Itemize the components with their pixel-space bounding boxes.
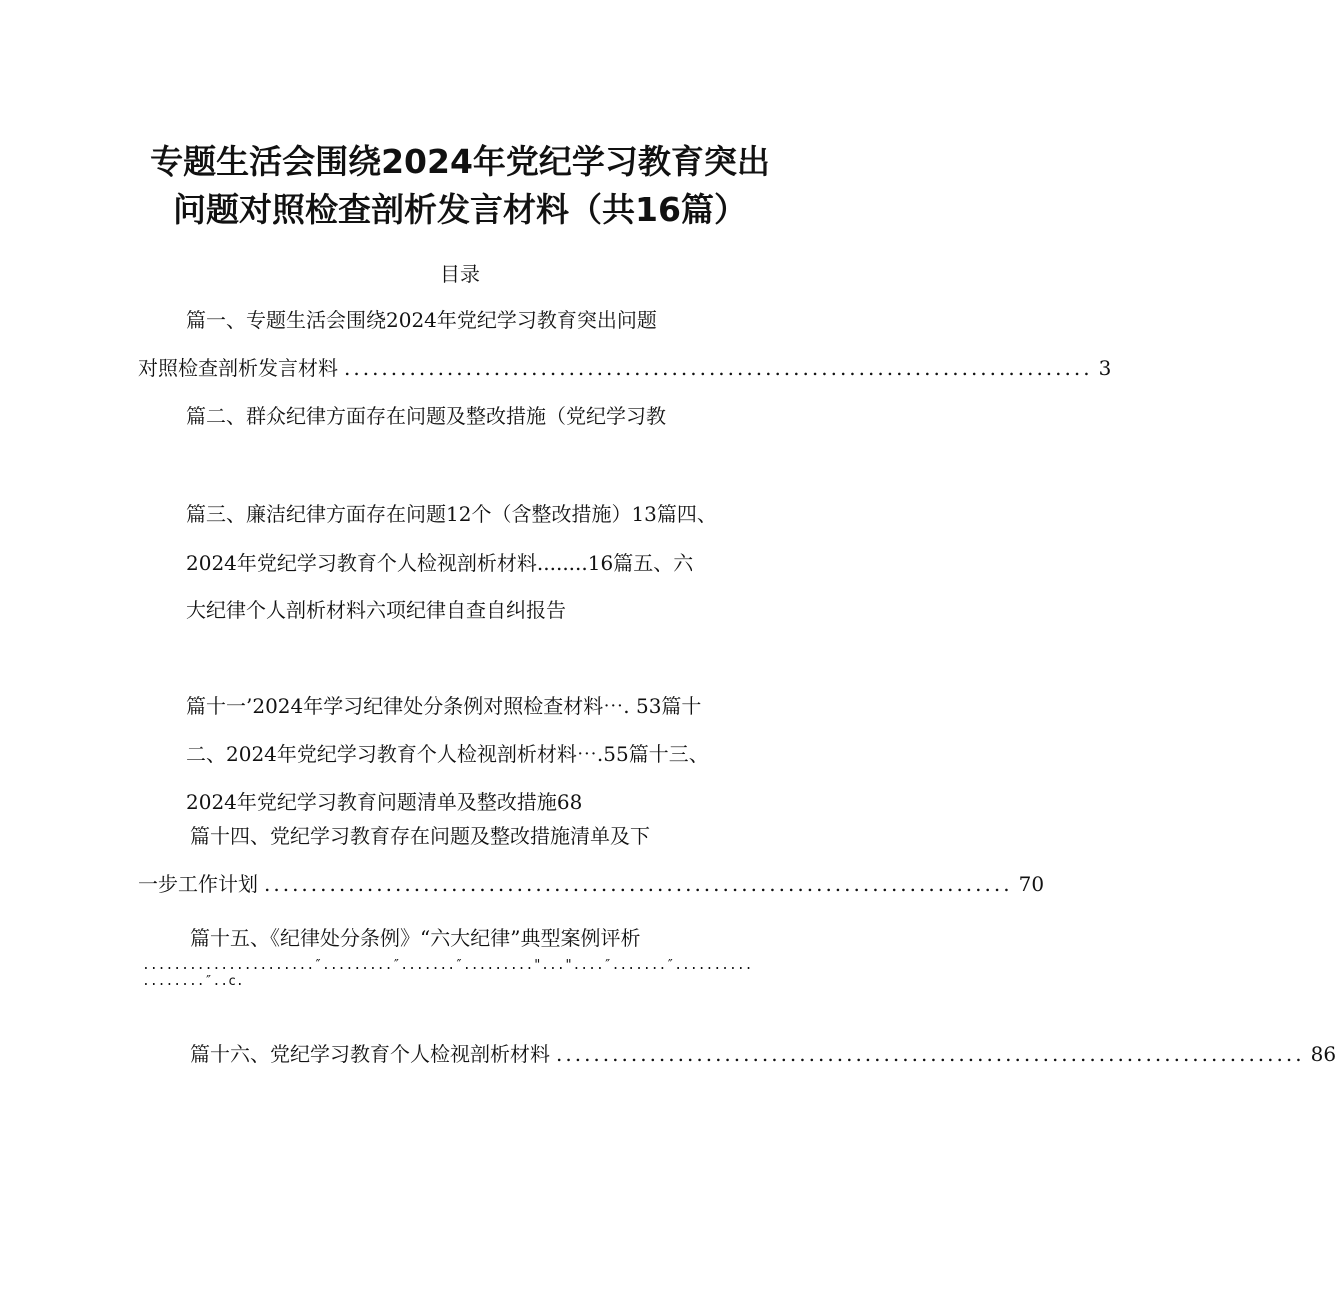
toc-entry-16-page: 86 [1310, 1042, 1336, 1066]
toc-entry-1-page: 3 [1098, 356, 1112, 380]
toc-entry-16-text: 篇十六、党纪学习教育个人检视剖析材料 [190, 1042, 550, 1066]
toc-entry-15-dots-line-2: ........″..c. [142, 974, 244, 989]
toc-entry-14-leader[interactable] [138, 870, 1045, 898]
toc-entry-14-page: 70 [1018, 872, 1045, 896]
toc-entry-11-line-1: 篇十一’2024年学习纪律处分条例对照检查材料⋯. 53篇十 [186, 694, 702, 718]
toc-entry-3-line-3: 大纪律个人剖析材料六项纪律自查自纠报告 [186, 598, 566, 622]
toc-entry-11-line-3: 2024年党纪学习教育问题清单及整改措施68 [186, 790, 583, 814]
leader-dots: ................................................................................ [556, 1042, 1305, 1066]
document-title-line-1: 专题生活会围绕2024年党纪学习教育突出 [150, 142, 770, 181]
toc-entry-1-text: 对照检查剖析发言材料 [138, 356, 338, 380]
leader-dots: ................................................................................ [264, 872, 1013, 896]
toc-entry-15-dots-line-1: ......................″.........″.......″........."..."....″.......″.......... [142, 958, 753, 973]
toc-heading: 目录 [440, 262, 480, 286]
toc-entry-16-leader[interactable] [190, 1040, 1336, 1068]
toc-entry-1-line-1: 篇一、专题生活会围绕2024年党纪学习教育突出问题 [186, 308, 657, 332]
toc-entry-3-line-2: 2024年党纪学习教育个人检视剖析材料........16篇五、六 [186, 551, 694, 575]
document-title-line-2: 问题对照检查剖析发言材料（共16篇） [173, 190, 747, 229]
leader-dots: ................................................................................ [344, 356, 1093, 380]
toc-entry-14-line-1: 篇十四、党纪学习教育存在问题及整改措施清单及下 [190, 824, 650, 848]
toc-entry-11-line-2: 二、2024年党纪学习教育个人检视剖析材料⋯.55篇十三、 [186, 742, 709, 766]
toc-entry-2-line-1: 篇二、群众纪律方面存在问题及整改措施（党纪学习教 [186, 404, 666, 428]
toc-entry-14-text: 一步工作计划 [138, 872, 258, 896]
toc-entry-1-leader[interactable] [138, 354, 1112, 382]
toc-entry-3-line-1: 篇三、廉洁纪律方面存在问题12个（含整改措施）13篇四、 [186, 502, 717, 526]
toc-entry-15-line-1: 篇十五、《纪律处分条例》“六大纪律”典型案例评析 [190, 926, 641, 950]
